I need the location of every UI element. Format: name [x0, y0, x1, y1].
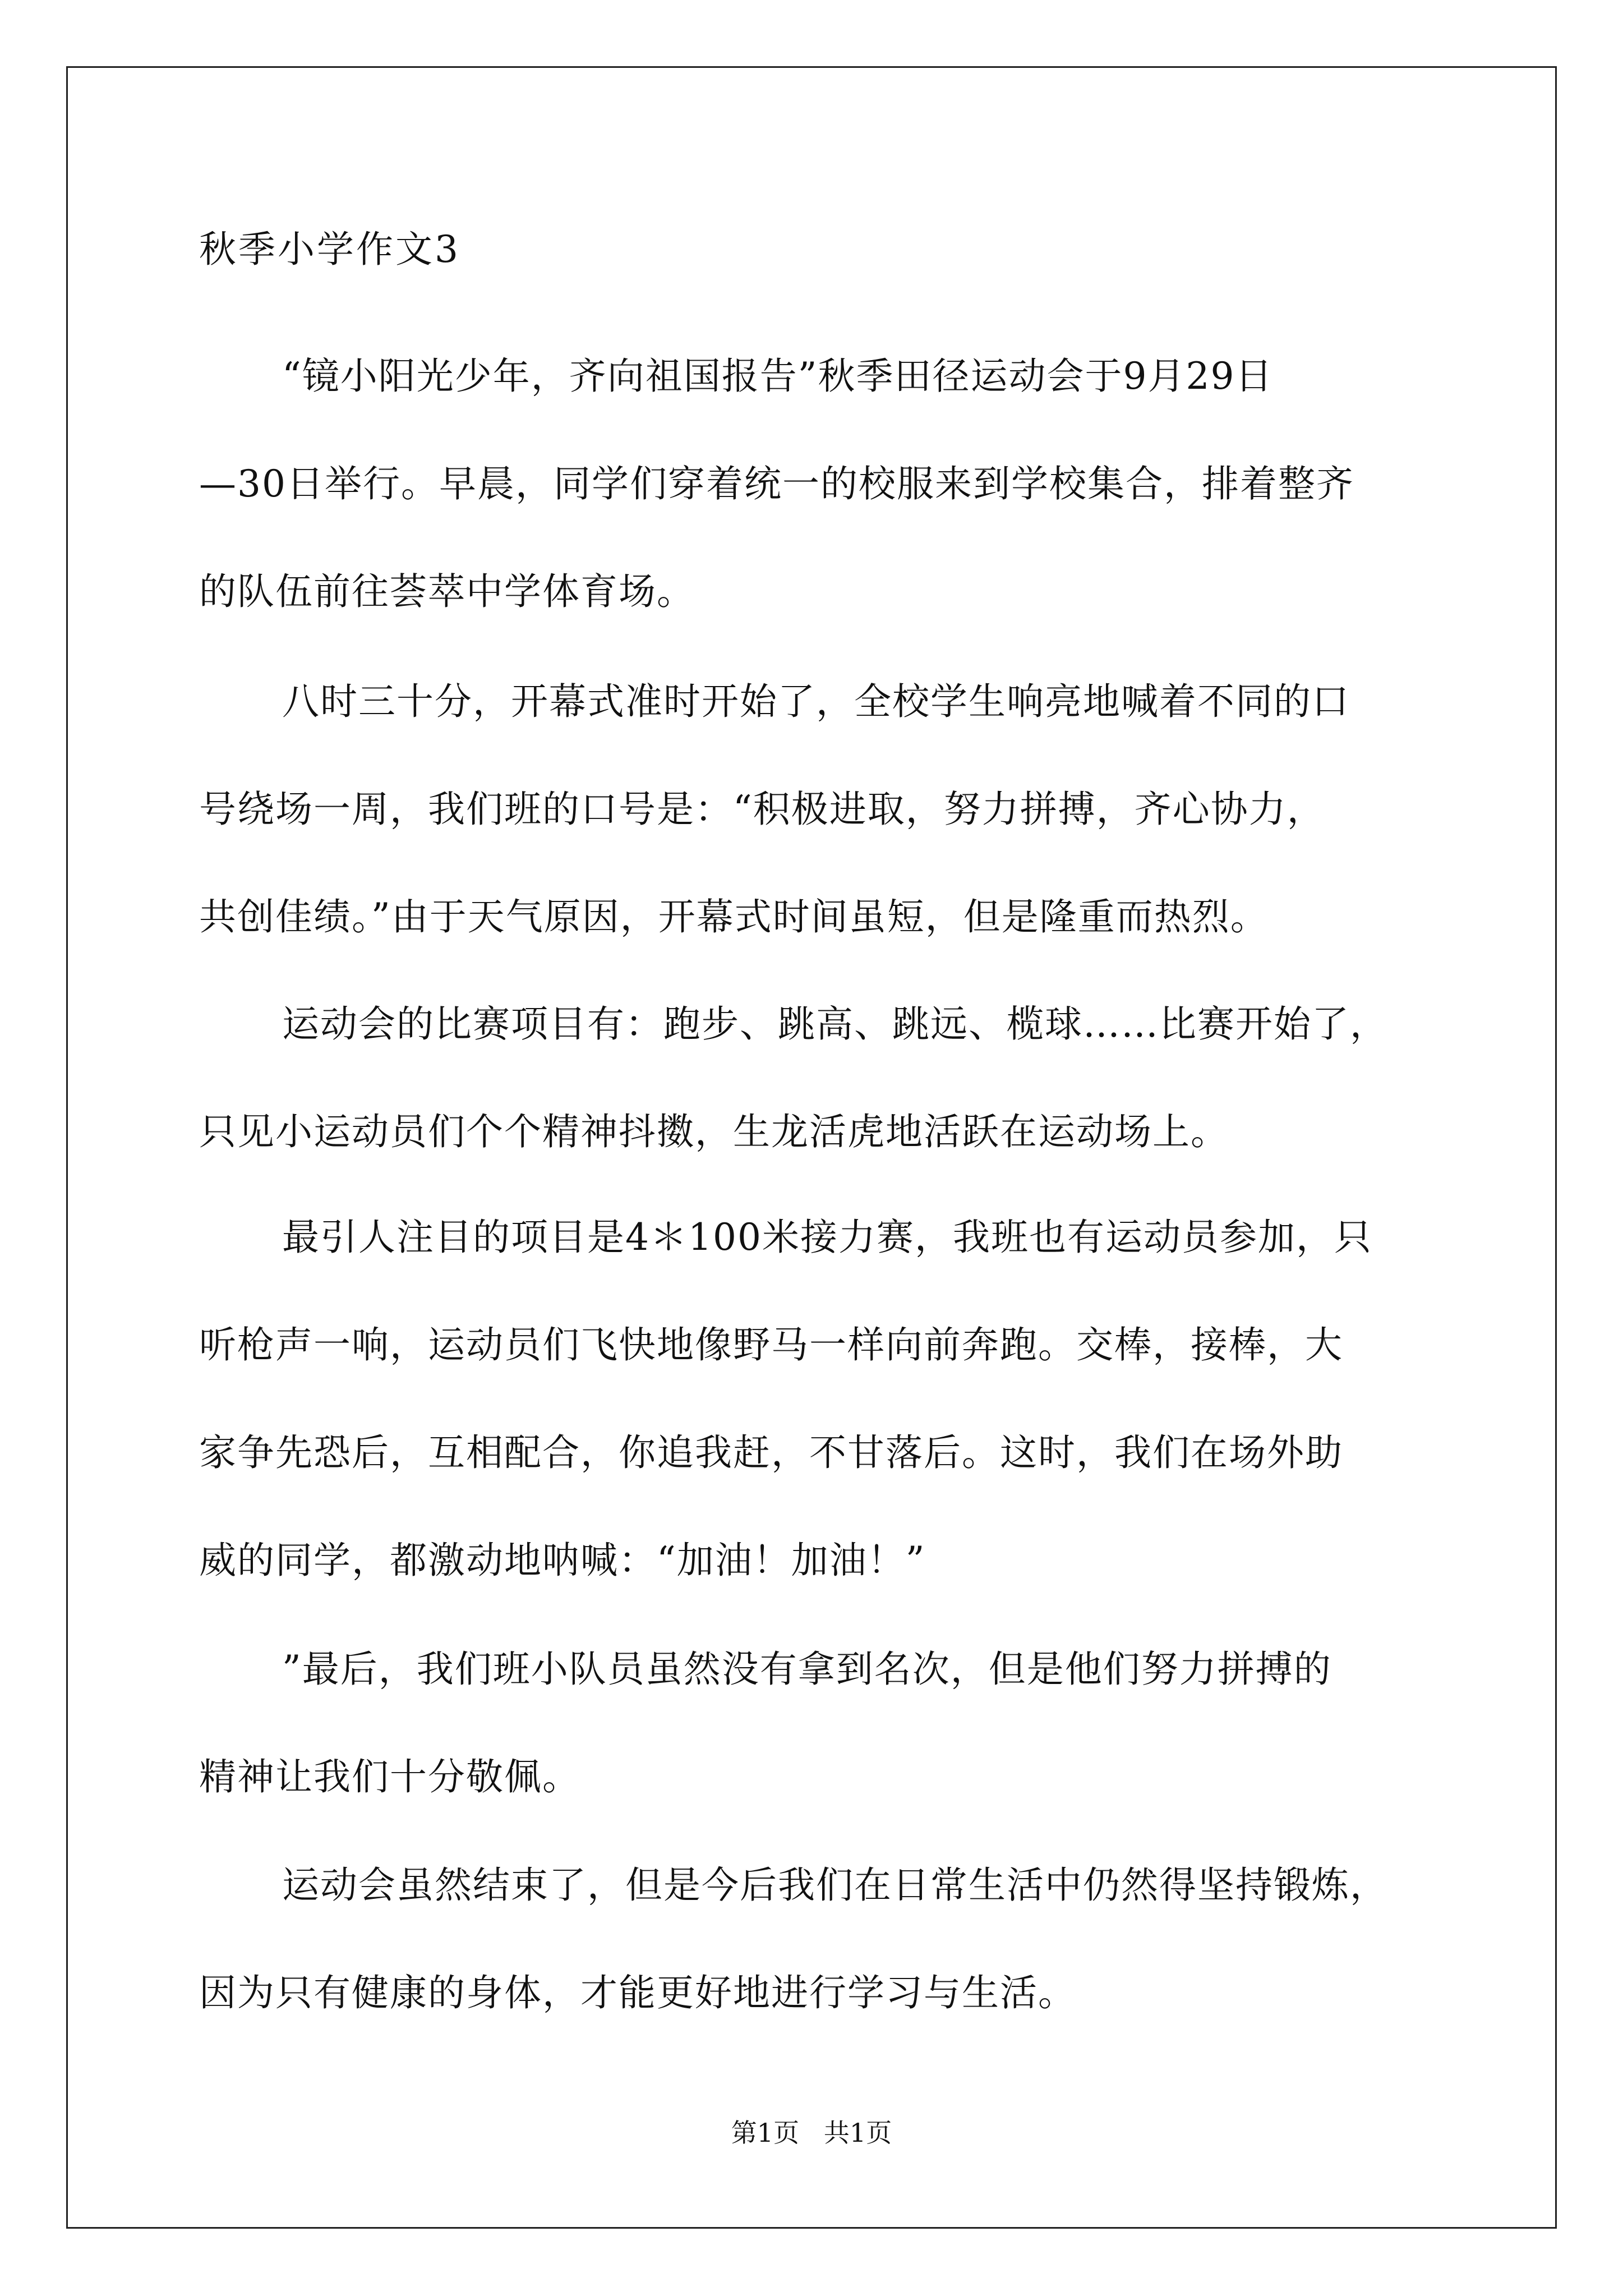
- paragraph-line: 号绕场一周，我们班的口号是：“积极进取，努力拼搏，齐心协力，: [199, 788, 1325, 831]
- paragraph-line: 运动会的比赛项目有：跑步、跳高、跳远、榄球……比赛开始了，: [282, 1002, 1388, 1046]
- paragraph-4: [199, 1184, 1433, 1614]
- paragraph-5: [199, 1616, 1433, 1831]
- paragraph-line: —30日举行。早晨，同学们穿着统一的校服来到学校集合，排着整齐: [199, 462, 1354, 505]
- paragraph-line: “镜小阳光少年，齐向祖国报告”秋季田径运动会于9月29日: [282, 355, 1274, 398]
- paragraph-line: 的队伍前往荟萃中学体育场。: [199, 570, 695, 613]
- paragraph-line: 只见小运动员们个个精神抖擞，生龙活虎地活跃在运动场上。: [199, 1110, 1229, 1153]
- document-title: 秋季小学作文3: [199, 228, 460, 271]
- paragraph-line: 因为只有健康的身体，才能更好地进行学习与生活。: [199, 1971, 1076, 2014]
- paragraph-line: 共创佳绩。”由于天气原因，开幕式时间虽短，但是隆重而热烈。: [199, 895, 1269, 938]
- paragraph-3: [199, 970, 1433, 1186]
- paragraph-line: 家争先恐后，互相配合，你追我赶，不甘落后。这时，我们在场外助: [199, 1431, 1343, 1474]
- paragraph-1: [199, 323, 1433, 646]
- paragraph-2: [199, 648, 1433, 971]
- paragraph-line: 八时三十分，开幕式准时开始了，全校学生响亮地喊着不同的口: [282, 680, 1350, 723]
- paragraph-line: 威的同学，都激动地呐喊：“加油！加油！”: [199, 1539, 926, 1582]
- paragraph-line: 运动会虽然结束了，但是今后我们在日常生活中仍然得坚持锻炼，: [282, 1864, 1388, 1907]
- page-number-footer: 第1页 共1页: [731, 2118, 892, 2148]
- paragraph-line: 精神让我们十分敬佩。: [199, 1755, 580, 1798]
- paragraph-6: [199, 1832, 1433, 2047]
- paragraph-line: 最引人注目的项目是4＊100米接力赛，我班也有运动员参加，只: [282, 1216, 1372, 1259]
- paragraph-line: 听枪声一响，运动员们飞快地像野马一样向前奔跑。交棒，接棒，大: [199, 1323, 1343, 1366]
- paragraph-line: ”最后，我们班小队员虽然没有拿到名次，但是他们努力拼搏的: [282, 1648, 1332, 1691]
